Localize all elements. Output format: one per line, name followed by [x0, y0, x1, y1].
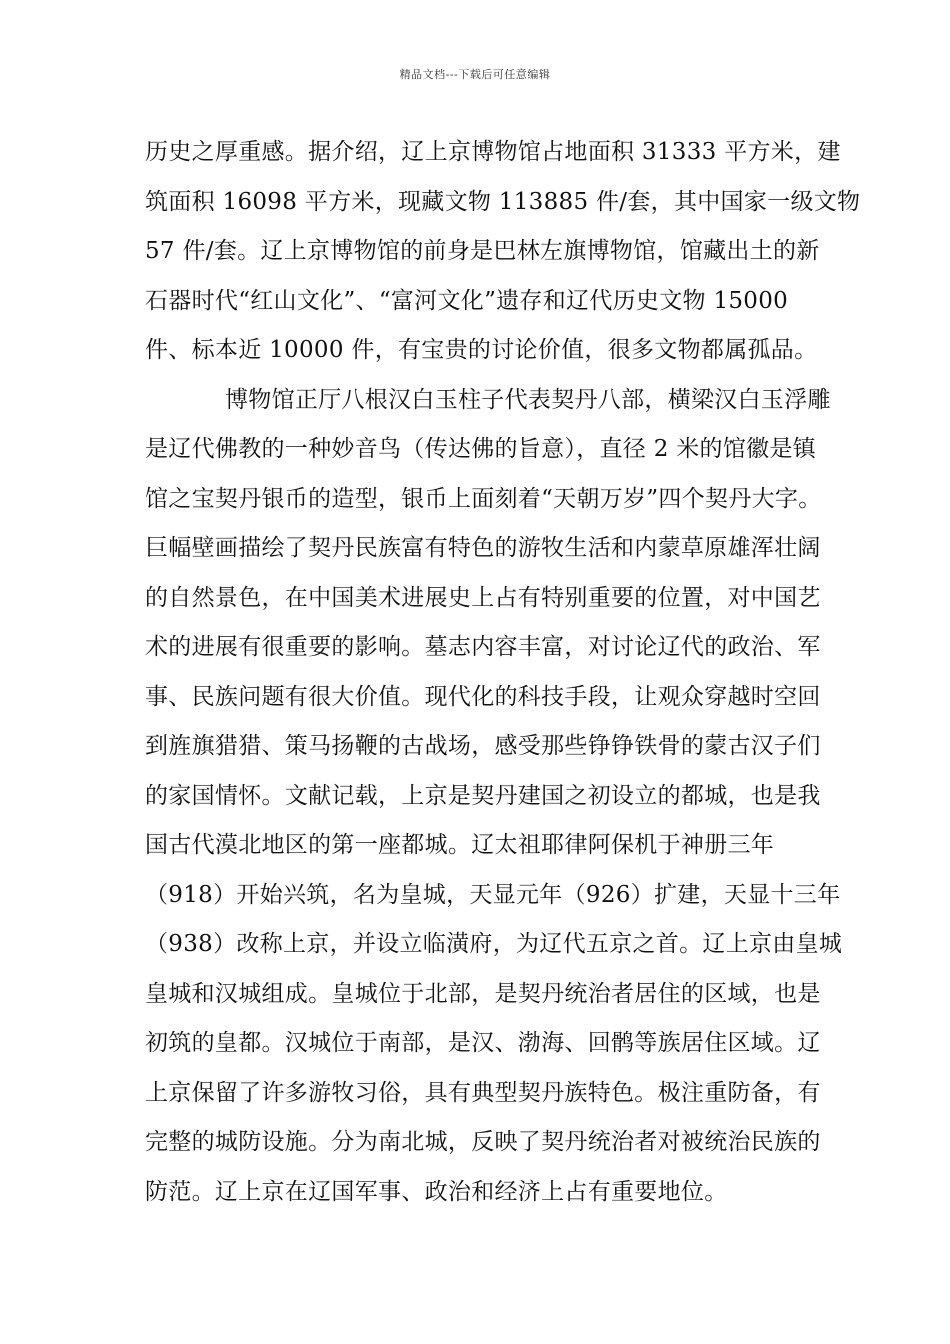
- text-line: 筑面积 16098 平方米，现藏文物 113885 件/套，其中国家一级文物: [145, 188, 861, 215]
- text-line: 的自然景色，在中国美术进展史上占有特别重要的位置，对中国艺: [145, 584, 821, 611]
- text-line: 57 件/套。辽上京博物馆的前身是巴林左旗博物馆，馆藏出土的新: [145, 238, 820, 264]
- text-line: （918）开始兴筑，名为皇城，天显元年（926）扩建，天显十三年: [145, 881, 841, 908]
- text-line: 上京保留了许多游牧习俗，具有典型契丹族特色。极注重防备，有: [145, 1079, 821, 1106]
- paragraph-2: [145, 376, 843, 1218]
- text-line: 国古代漠北地区的第一座都城。辽太祖耶律阿保机于神册三年: [145, 832, 775, 858]
- text-line: 是辽代佛教的一种妙音鸟（传达佛的旨意），直径 2 米的馆徽是镇: [145, 436, 817, 462]
- text-line: 巨幅壁画描绘了契丹民族富有特色的游牧生活和内蒙草原雄浑壮阔: [145, 535, 821, 561]
- text-line: 完整的城防设施。分为南北城，反映了契丹统治者对被统治民族的: [145, 1129, 821, 1155]
- document-body: [145, 128, 861, 1217]
- text-line: 初筑的皇都。汉城位于南部，是汉、渤海、回鹘等族居住区域。辽: [145, 1030, 821, 1056]
- page-header: 精品文档---下载后可任意编辑: [399, 68, 551, 81]
- text-line: 事、民族问题有很大价值。现代化的科技手段，让观众穿越时空回: [145, 683, 821, 710]
- text-line: 馆之宝契丹银币的造型，银币上面刻着“天朝万岁”四个契丹大字。: [145, 485, 822, 512]
- paragraph-1: [145, 128, 861, 376]
- text-line: 博物馆正厅八根汉白玉柱子代表契丹八部，横梁汉白玉浮雕: [225, 386, 831, 413]
- text-line: 件、标本近 10000 件，有宝贵的讨论价值，很多文物都属孤品。: [145, 337, 818, 363]
- text-line: 的家国情怀。文献记载，上京是契丹建国之初设立的都城，也是我: [145, 782, 821, 809]
- text-line: 术的进展有很重要的影响。墓志内容丰富，对讨论辽代的政治、军: [145, 634, 821, 660]
- text-line: 皇城和汉城组成。皇城位于北部，是契丹统治者居住的区域，也是: [145, 980, 821, 1007]
- text-line: 石器时代“红山文化”、“富河文化”遗存和辽代历史文物 15000: [145, 287, 789, 314]
- text-line: （938）改称上京，并设立临潢府，为辽代五京之首。辽上京由皇城: [145, 931, 843, 957]
- text-line: 防范。辽上京在辽国军事、政治和经济上占有重要地位。: [145, 1178, 728, 1205]
- text-line: 历史之厚重感。据介绍，辽上京博物馆占地面积 31333 平方米，建: [145, 139, 841, 165]
- text-line: 到旌旗猎猎、策马扬鞭的古战场，感受那些铮铮铁骨的蒙古汉子们: [145, 733, 821, 759]
